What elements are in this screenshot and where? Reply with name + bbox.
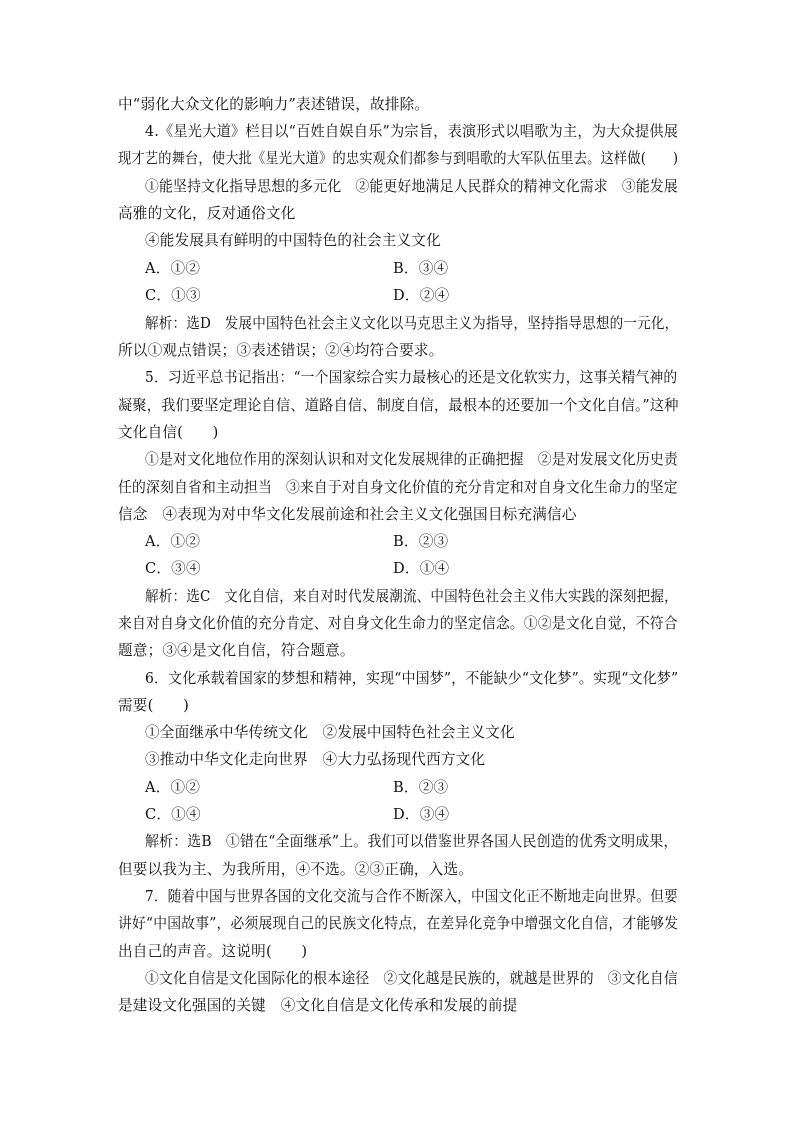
- text-line: 任的深刻自省和主动担当 ③来自于对自身文化价值的充分肯定和对自身文化生命力的坚定: [118, 479, 678, 496]
- text-line: 高雅的文化，反对通俗文化: [118, 205, 296, 222]
- question-6-stem: 6．文化承载着国家的梦想和精神，实现“中国梦”，不能缺少“文化梦”。实现“文化梦”: [145, 670, 679, 687]
- choice-c: C．①④: [145, 806, 201, 823]
- question-4-stem: 4.《星光大道》栏目以“百姓自娱自乐”为宗旨，表演形式以唱歌为主，为大众提供展: [145, 123, 679, 140]
- text-line: ③推动中华文化走向世界 ④大力弘扬现代西方文化: [145, 751, 486, 768]
- text-line: 是建设文化强国的关键 ④文化自信是文化传承和发展的前提: [118, 997, 518, 1014]
- text-line: 来自对自身文化价值的充分肯定、对自身文化生命力的坚定信念。①②是文化自觉，不符合: [118, 615, 678, 632]
- text-line: 文化自信( ): [118, 424, 219, 441]
- question-5-options: ①是对文化地位作用的深刻认识和对文化发展规律的正确把握 ②是对发展文化历史责: [145, 451, 678, 468]
- choice-a: A．①②: [145, 260, 201, 277]
- text-line: 需要( ): [118, 697, 189, 714]
- text-line: 凝聚，我们要坚定理论自信、道路自信、制度自信，最根本的还要加一个文化自信。”这种: [118, 397, 679, 414]
- choice-b: B．②③: [393, 779, 449, 796]
- text-line: 现才艺的舞台，使大批《星光大道》的忠实观众们都参与到唱歌的大军队伍里去。这样做( ): [118, 150, 679, 167]
- question-4-options: ①能坚持文化指导思想的多元化 ②能更好地满足人民群众的精神文化需求 ③能发展: [145, 178, 678, 195]
- text-line: ④能发展具有鲜明的中国特色的社会主义文化: [145, 232, 441, 249]
- question-7-options: ①文化自信是文化国际化的根本途径 ②文化越是民族的，就越是世界的 ③文化自信: [145, 970, 678, 987]
- text-line: 出自己的声音。这说明( ): [118, 943, 308, 960]
- choice-c: C．①③: [145, 287, 201, 304]
- text-line: 信念 ④表现为对中华文化发展前途和社会主义文化强国目标充满信心: [118, 506, 577, 523]
- question-7-stem: 7．随着中国与世界各国的文化交流与合作不断深入，中国文化正不断地走向世界。但要: [145, 888, 678, 905]
- choice-d: D．①④: [393, 560, 450, 577]
- choice-a: A．①②: [145, 779, 201, 796]
- question-5-stem: 5．习近平总书记指出：“一个国家综合实力最核心的还是文化软实力，这事关精气神的: [145, 369, 678, 386]
- text-line: 但要以我为主、为我所用，④不选。②③正确，入选。: [118, 861, 474, 878]
- choice-a: A．①②: [145, 533, 201, 550]
- text-line: 讲好“中国故事”，必须展现自己的民族文化特点，在差异化竞争中增强文化自信，才能够发: [118, 915, 679, 932]
- answer-analysis-5: 解析：选C 文化自信，来自对时代发展潮流、中国特色社会主义伟大实践的深刻把握，: [145, 588, 678, 605]
- answer-analysis-6: 解析：选B ①错在“全面继承”上。我们可以借鉴世界各国人民创造的优秀文明成果，: [145, 833, 678, 850]
- choice-c: C．③④: [145, 560, 201, 577]
- choice-b: B．③④: [393, 260, 449, 277]
- text-line: 题意；③④是文化自信，符合题意。: [118, 642, 355, 659]
- choice-d: D．③④: [393, 806, 450, 823]
- answer-analysis-4: 解析：选D 发展中国特色社会主义文化以马克思主义为指导，坚持指导思想的一元化，: [145, 315, 679, 332]
- question-6-options: ①全面继承中华传统文化 ②发展中国特色社会主义文化: [145, 724, 515, 741]
- choice-b: B．②③: [393, 533, 449, 550]
- text-line: 所以①观点错误；③表述错误；②④均符合要求。: [118, 342, 444, 359]
- text-line: 中“弱化大众文化的影响力”表述错误，故排除。: [118, 96, 430, 113]
- choice-d: D．②④: [393, 287, 450, 304]
